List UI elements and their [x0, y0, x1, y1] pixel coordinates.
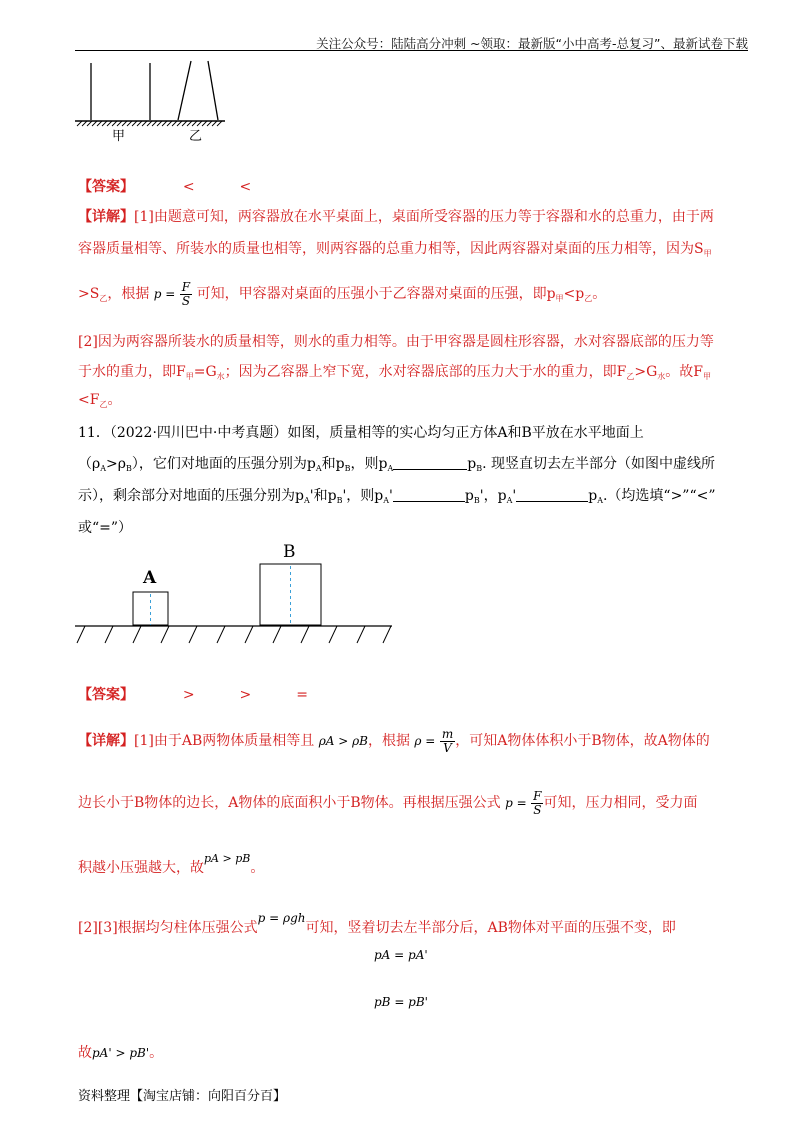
formula-p-lhs: p =	[153, 287, 176, 302]
equation-pa: pA = pA'	[374, 948, 428, 962]
answer-value-3: =	[296, 687, 308, 703]
header-divider	[75, 50, 748, 51]
formula-conclusion: pA' > pB'	[92, 1046, 150, 1060]
figure-containers	[75, 55, 235, 145]
detail-11-conclusion: 故pA' > pB'。	[78, 1045, 164, 1061]
detail-label: 【详解】	[78, 209, 134, 225]
detail-11-line1: 【详解】[1]由于AB两物体质量相等且 ρA > ρB，根据 ρ = $\frac{m}{V}$ ，可知A物体体积小于B物体，故A物体的	[78, 727, 710, 755]
question-11-line3: 示），剩余部分对地面的压强分别为$p_A'$和$p_B'$，则$p_A'$ $p_B'$，$p_A'$ $p_A$.（均选填“>”“<”	[78, 488, 716, 505]
detail-10-line4: [2]因为两容器所装水的质量相等，则水的重力相等。由于甲容器是圆柱形容器，水对容器底部的压力等	[78, 334, 714, 350]
detail-11-line4: [2][3]根据均匀柱体压强公式p = ρgh可知，竖着切去左半部分后，AB物体对平面的压强不变，即	[78, 911, 676, 936]
answer-label: 【答案】	[78, 687, 134, 703]
detail-10-line1: 【详解】[1]由题意可知，两容器放在水平桌面上，桌面所受容器的压力等于容器和水的总重力，由于两	[78, 209, 714, 225]
container-yi-left-wall	[178, 61, 191, 120]
answer-blank-2[interactable]	[393, 501, 465, 502]
answer-blank-3[interactable]	[516, 501, 588, 502]
label-b: B	[283, 542, 296, 562]
equation-pb: pB = pB'	[374, 995, 428, 1009]
label-jia: 甲	[112, 129, 126, 144]
question-11-line1: 11．（2022·四川巴中·中考真题）如图，质量相等的实心均匀正方体A和B平放在水平地面上	[78, 425, 644, 441]
question-11-line2: $(\rho_A>\rho_B)$，它们对地面的压强分别为$p_A$和$p_B$，则$p_A$ $p_B$. 现竖直切去左半部分（如图中虚线所	[78, 456, 715, 473]
answer-value-1: >	[182, 687, 195, 703]
answer-blank-1[interactable]	[393, 469, 467, 470]
detail-10-line2: 容器质量相等、所装水的质量也相等，则两容器的总重力相等，因此两容器对桌面的压力相等，因为$S_甲$	[78, 241, 712, 258]
detail-10-line3: $>S_乙$，根据 p = $\frac{F}{S}$ 可知，甲容器对桌面的压强小于乙容器对桌面的压强，即$p_甲<p_乙$。	[78, 280, 607, 308]
page-footer: 资料整理【淘宝店铺：向阳百分百】	[78, 1089, 287, 1104]
container-yi-right-wall	[208, 61, 218, 120]
answer-10	[78, 178, 748, 197]
answer-value-2: >	[239, 687, 252, 703]
label-a: A	[143, 568, 157, 588]
label-yi: 乙	[189, 129, 203, 144]
answer-value-2: <	[239, 179, 252, 195]
formula-density: $\frac{m}{V}$	[441, 727, 454, 755]
formula-rho-g-h: p = ρgh	[257, 911, 306, 925]
figure-cubes	[75, 540, 400, 660]
formula-pa-gt-pb: pA > pB	[204, 852, 251, 865]
detail-10-line6: $<F_乙$。	[78, 392, 122, 409]
answer-11	[78, 686, 748, 705]
formula-fraction: $\frac{F}{S}$	[181, 280, 191, 308]
detail-10-line5: 于水的重力，即$F_甲=G_水$；因为乙容器上窄下宽，水对容器底部的压力大于水的重力，即$F_乙>G_水$。故$F_甲$	[78, 364, 711, 381]
detail-11-line3: 积越小压强越大，故$^{pA > pB}$。	[78, 852, 265, 876]
formula-pressure: $\frac{F}{S}$	[533, 789, 542, 817]
ground-hatching	[77, 626, 391, 643]
question-11-line4: 或“=”）	[78, 520, 133, 536]
answer-label: 【答案】	[78, 179, 134, 195]
detail-label: 【详解】	[78, 733, 134, 750]
answer-value-1: <	[182, 179, 195, 195]
detail-11-line2: 边长小于B物体的边长，A物体的底面积小于B物体。再根据压强公式 p = $\frac{F}{S}$ 可知，压力相同，受力面	[78, 789, 698, 817]
formula-rho-compare: ρA > ρB	[318, 734, 368, 749]
page-header: 关注公众号：陆陆高分冲刺 ~领取：最新版“小中高考-总复习”、最新试卷下载	[316, 36, 748, 51]
